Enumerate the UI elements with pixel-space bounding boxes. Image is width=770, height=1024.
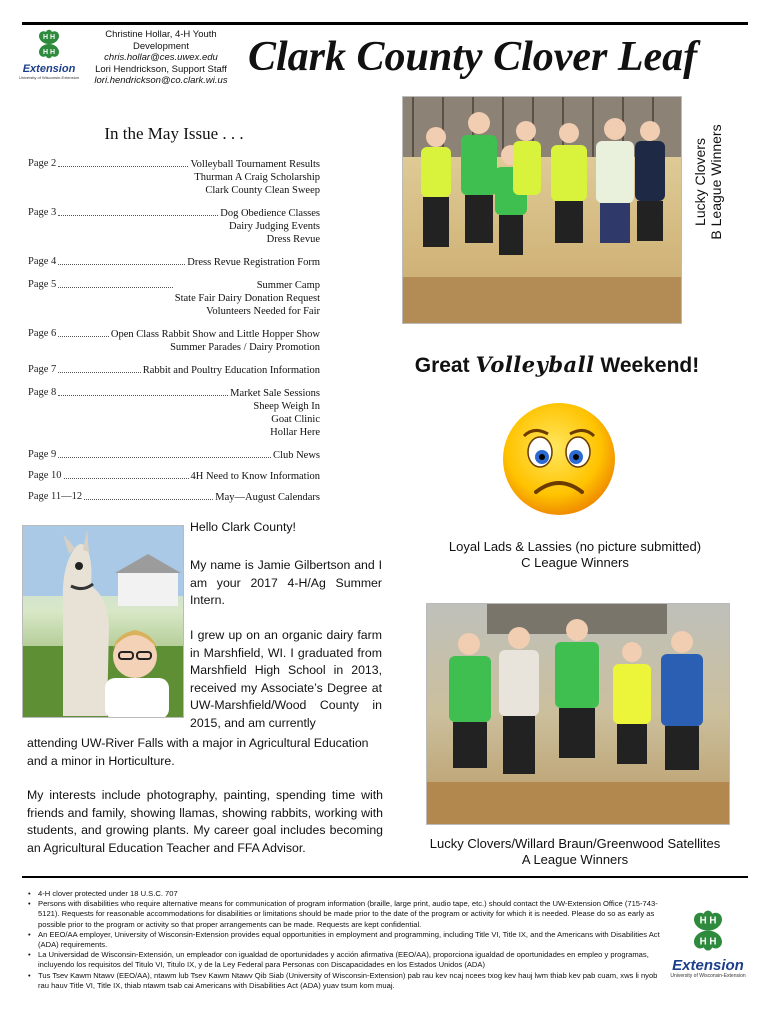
contents-topics <box>273 449 320 462</box>
contents-topic: Sheep Weigh In <box>253 401 320 412</box>
logo-wordmark: Extension <box>672 957 744 974</box>
volleyball-headline <box>398 352 716 378</box>
notice-item: • Tus Tsev Kawm Ntawv (EEO/AA), ntawm lub Tsev Kawm Ntawv Qib Siab (University of Wisconsin-Extension) pab rau kev ncaj ncees txog kev hauj lwm thiab kev pab cuam, xws li nyob rau hauv Title VI, Title IX, thiab ntawm tsab cai Americans with Disabilities Act (ADA) yuav tsum kom muaj. <box>28 971 664 991</box>
interests-text: My interests include photography, painting, spending time with friends and family, showing llamas, showing rabbits, working with students, and growing plants. My career goal includes becoming an Agricultural Education Teacher and FFA Advisor. <box>27 788 383 855</box>
contents-topic: Dress Revue Registration Form <box>187 257 320 268</box>
contact-name-2: Lori Hendrickson, Support Staff <box>95 63 227 75</box>
contents-topic: 4H Need to Know Information <box>190 471 320 482</box>
logo-tagline: University of Wisconsin-Extension <box>18 75 80 80</box>
contents-topic: Goat Clinic <box>271 414 320 425</box>
svg-text:H: H <box>699 936 707 948</box>
contents-leader-dots <box>64 470 189 479</box>
contents-page-number: Page 4 <box>28 256 57 267</box>
logo-wordmark: Extension <box>22 63 76 75</box>
contents-topics <box>187 256 320 269</box>
contents-topic: Rabbit and Poultry Education Information <box>142 365 320 376</box>
svg-text:H: H <box>50 49 56 56</box>
clover-icon <box>29 28 69 62</box>
notice-item: • La Universidad de Wisconsin-Extensión, un empleador con igualdad de oportunidades y acción afirmativa (EEO/AA), proporciona igualdad de oportunidades en empleo y programas, incluyendo los requisitos del Titulo VI, Titulo IX, y de la Ley Federal para Personas con Discapacidades en los Estados Unidos (ADA) <box>28 950 664 970</box>
letter-paragraph-background-cont <box>27 735 383 770</box>
greeting-text: Hello Clark County! <box>190 520 296 534</box>
notice-item: • 4-H clover protected under 18 U.S.C. 707 <box>28 889 664 899</box>
intro-text: My name is Jamie Gilbertson and I am your 2017 4-H/Ag Summer Intern. <box>190 558 382 608</box>
clover-icon <box>680 908 736 956</box>
top-rule <box>22 22 748 25</box>
contents-topics <box>191 470 320 483</box>
contents-page-number: Page 2 <box>28 158 57 169</box>
contents-topic: Volunteers Needed for Fair <box>206 306 320 317</box>
contents-entry <box>28 158 320 197</box>
contents-leader-dots <box>58 387 228 396</box>
footer-rule <box>22 876 748 878</box>
contents-leader-dots <box>58 279 172 288</box>
contents-entry <box>28 256 320 269</box>
contents-entry <box>28 387 320 439</box>
llama-photo-illustration <box>23 526 184 718</box>
contents-topic: Summer Camp <box>256 280 320 291</box>
contents-entry <box>28 470 320 483</box>
c-league-team: Loyal Lads & Lassies (no picture submitted) <box>448 539 702 554</box>
contents-entry <box>28 364 320 377</box>
contents-topic: Dairy Judging Events <box>229 221 320 232</box>
contents-entry <box>28 279 320 318</box>
contents-leader-dots <box>58 207 218 216</box>
team-photo-illustration <box>427 604 730 825</box>
background-text-cont: attending UW-River Falls with a major in Agricultural Education and a minor in Horticulture. <box>27 736 369 768</box>
contents-topics <box>143 364 320 377</box>
contents-topics <box>215 491 320 504</box>
contents-page-number: Page 9 <box>28 449 57 460</box>
headline-great: Great <box>414 354 476 377</box>
b-league-title: B League Winners <box>708 124 724 240</box>
contents-entry <box>28 449 320 462</box>
contents-topic: Market Sale Sessions <box>230 388 320 399</box>
notice-item: • Persons with disabilities who require alternative means for communication of program information (braille, large print, audio tape, etc.) should contact the UW-Extension Office (715-743-5121). Requests for reasonable accommodations for disabilities or limitations should be made prior to the date of the program or activity for which it is needed. Please do so as early as possible prior to the program or activity so that proper arrangements can be made. Requests are kept confidential. <box>28 899 664 930</box>
headline-volleyball: Volleyball <box>475 352 595 377</box>
contents-topic: Club News <box>273 450 320 461</box>
contents-leader-dots <box>58 256 185 265</box>
svg-text:H: H <box>709 915 717 927</box>
b-league-team-photo <box>402 96 682 324</box>
background-text: I grew up on an organic dairy farm in Marshfield, WI. I graduated from Marshfield High School in 2013, received my Associate’s Degree at UW-Marshfield/Wood County in 2015, and am currently <box>190 628 382 730</box>
contents-page-number: Page 5 <box>28 279 57 290</box>
logo-tagline: University of Wisconsin-Extension <box>670 973 746 979</box>
contents-page-number: Page 10 <box>28 470 62 481</box>
contents-entry <box>28 491 320 504</box>
contents-topic: Dog Obedience Classes <box>220 208 320 219</box>
contact-block <box>76 29 246 87</box>
contact-name-1: Christine Hollar, 4-H Youth Development <box>105 29 217 52</box>
uw-extension-logo-footer <box>672 908 744 979</box>
svg-text:H: H <box>699 915 707 927</box>
contents-topic: Hollar Here <box>270 427 320 438</box>
letter-paragraph-background <box>190 627 382 733</box>
b-league-caption-text <box>692 96 724 268</box>
svg-text:H: H <box>709 936 717 948</box>
contents-page-number: Page 8 <box>28 387 57 398</box>
contents-topic: State Fair Dairy Donation Request <box>174 293 320 304</box>
contents-leader-dots <box>58 328 109 337</box>
b-league-team: Lucky Clovers <box>692 138 708 226</box>
headline-weekend: Weekend! <box>594 354 700 377</box>
team-photo-illustration <box>403 97 682 324</box>
b-league-caption <box>692 96 732 268</box>
newsletter-title: Clark County Clover Leaf <box>248 34 698 80</box>
contact-email-1[interactable]: chris.hollar@ces.uwex.edu <box>104 52 218 64</box>
notice-item: • An EEO/AA employer, University of Wisconsin-Extension provides equal opportunities in employment and programming, including Title VI, Title IX, and the Americans with Disabilities Act (ADA) requirements. <box>28 930 664 950</box>
contents-topics <box>175 279 320 318</box>
contents-topic: Clark County Clean Sweep <box>205 185 320 196</box>
issue-contents <box>22 112 326 502</box>
contents-topic: Thurman A Craig Scholarship <box>194 172 320 183</box>
contents-topic: Summer Parades / Dairy Promotion <box>170 342 320 353</box>
a-league-caption <box>410 836 740 868</box>
intern-llama-photo <box>22 525 184 718</box>
c-league-title: C League Winners <box>521 555 629 570</box>
contents-topics <box>220 207 320 246</box>
contents-leader-dots <box>58 158 188 167</box>
legal-notices <box>28 889 664 991</box>
svg-text:H: H <box>43 34 49 41</box>
contents-page-number: Page 3 <box>28 207 57 218</box>
contents-title: In the May Issue . . . <box>104 124 244 143</box>
contents-page-number: Page 6 <box>28 328 57 339</box>
letter-paragraph-interests <box>27 787 383 857</box>
uw-extension-logo <box>18 28 80 80</box>
letter-paragraph-intro <box>190 557 382 610</box>
sad-face-icon <box>500 400 618 518</box>
contents-leader-dots <box>58 364 140 373</box>
a-league-team-photo <box>426 603 730 825</box>
a-league-team: Lucky Clovers/Willard Braun/Greenwood Satellites <box>429 836 721 851</box>
contents-topic: May—August Calendars <box>215 492 320 503</box>
letter-greeting <box>190 519 382 537</box>
contents-leader-dots <box>58 449 271 458</box>
contents-topic: Dress Revue <box>266 234 320 245</box>
contents-leader-dots <box>84 491 213 500</box>
contact-email-2[interactable]: lori.hendrickson@co.clark.wi.us <box>94 75 228 87</box>
contents-entry <box>28 207 320 246</box>
svg-text:H: H <box>43 49 49 56</box>
contents-topic: Volleyball Tournament Results <box>190 159 320 170</box>
contents-topics <box>190 158 320 197</box>
a-league-title: A League Winners <box>521 852 629 867</box>
contents-page-number: Page 11—12 <box>28 491 83 502</box>
contents-topic: Open Class Rabbit Show and Little Hopper Show <box>110 329 320 340</box>
svg-text:H: H <box>50 34 56 41</box>
contents-entry <box>28 328 320 354</box>
c-league-caption <box>420 539 730 571</box>
contents-topics <box>230 387 320 439</box>
contents-list <box>22 158 326 504</box>
contents-topics <box>111 328 320 354</box>
contents-page-number: Page 7 <box>28 364 57 375</box>
